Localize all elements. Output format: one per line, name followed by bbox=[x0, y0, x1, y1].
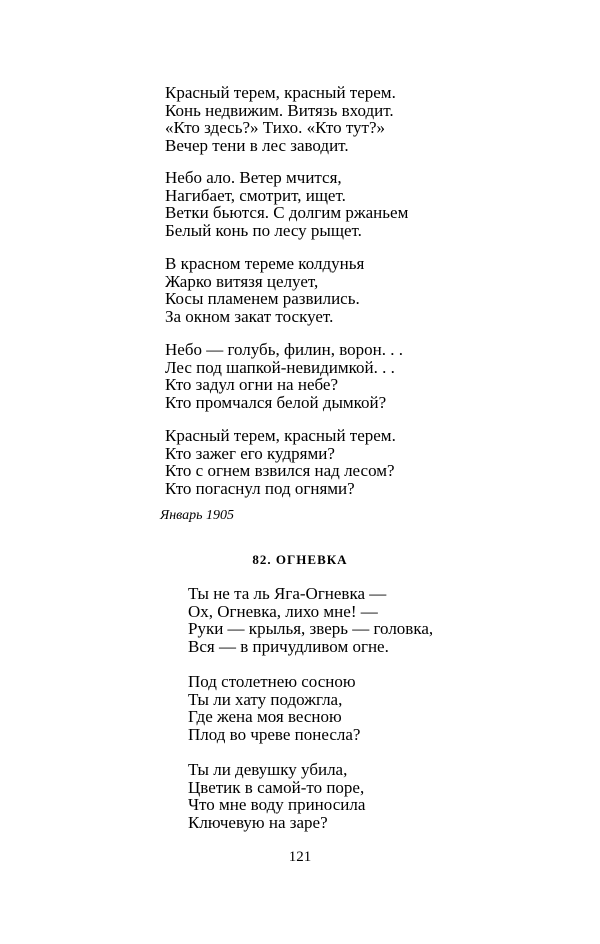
poem-title: 82. ОГНЕВКА bbox=[252, 552, 348, 567]
verse-line: Ты не та ль Яга-Огневка — bbox=[188, 584, 387, 603]
verse-line: За окном закат тоскует. bbox=[165, 306, 334, 326]
verse-line: Плод во чреве понесла? bbox=[188, 724, 361, 744]
verse-line: «Кто здесь?» Тихо. «Кто тут?» bbox=[165, 118, 386, 137]
verse-line: Конь недвижим. Витязь входит. bbox=[165, 100, 394, 120]
verse-line: Ветки бьются. С долгим ржаньем bbox=[165, 203, 409, 222]
verse-line: Небо ало. Ветер мчится, bbox=[165, 168, 342, 187]
verse-line: Руки — крылья, зверь — головка, bbox=[188, 619, 434, 638]
poem-81-stanza-1 bbox=[165, 84, 396, 154]
verse-line: Кто зажег его кудрями? bbox=[165, 443, 335, 463]
verse-line: Нагибает, смотрит, ищет. bbox=[165, 185, 346, 205]
verse-line: Где жена моя весною bbox=[188, 707, 342, 726]
verse-line: Ключевую на заре? bbox=[188, 812, 328, 832]
verse-line: Белый конь по лесу рыщет. bbox=[165, 220, 362, 240]
verse-line: Кто задул огни на небе? bbox=[165, 375, 339, 394]
page-number: 121 bbox=[288, 849, 312, 865]
poem-81-stanza-4 bbox=[165, 341, 403, 411]
verse-line: Вечер тени в лес заводит. bbox=[165, 135, 349, 155]
poem-81-stanza-5 bbox=[165, 427, 396, 497]
verse-line: Жарко витязя целует, bbox=[165, 271, 319, 291]
verse-line: Кто погаснул под огнями? bbox=[165, 478, 355, 498]
verse-line: Цветик в самой-то поре, bbox=[188, 777, 365, 797]
poem-82-stanza-2 bbox=[188, 673, 360, 743]
poem-82-stanza-1 bbox=[188, 585, 433, 655]
verse-line: Вся — в причудливом огне. bbox=[188, 636, 389, 656]
poem-81-stanza-2 bbox=[165, 169, 408, 239]
verse-line: Ох, Огневка, лихо мне! — bbox=[188, 601, 378, 621]
poem-82-stanza-3 bbox=[188, 761, 365, 831]
verse-line: Что мне воду приносила bbox=[188, 795, 366, 814]
poem-date: Январь 1905 bbox=[160, 508, 234, 523]
verse-line: Кто с огнем взвился над лесом? bbox=[165, 461, 395, 480]
verse-line: В красном тереме колдунья bbox=[165, 254, 365, 273]
verse-line: Ты ли хату подожгла, bbox=[188, 689, 343, 709]
verse-line: Небо — голубь, филин, ворон. . . bbox=[165, 340, 404, 359]
verse-line: Ты ли девушку убила, bbox=[188, 760, 348, 779]
verse-line: Косы пламенем развились. bbox=[165, 289, 360, 308]
verse-line: Красный терем, красный терем. bbox=[165, 83, 396, 102]
verse-line: Лес под шапкой-невидимкой. . . bbox=[165, 357, 395, 377]
poem-81-stanza-3 bbox=[165, 255, 364, 325]
verse-line: Кто промчался белой дымкой? bbox=[165, 392, 387, 412]
verse-line: Под столетнею сосною bbox=[188, 672, 356, 691]
verse-line: Красный терем, красный терем. bbox=[165, 426, 396, 445]
